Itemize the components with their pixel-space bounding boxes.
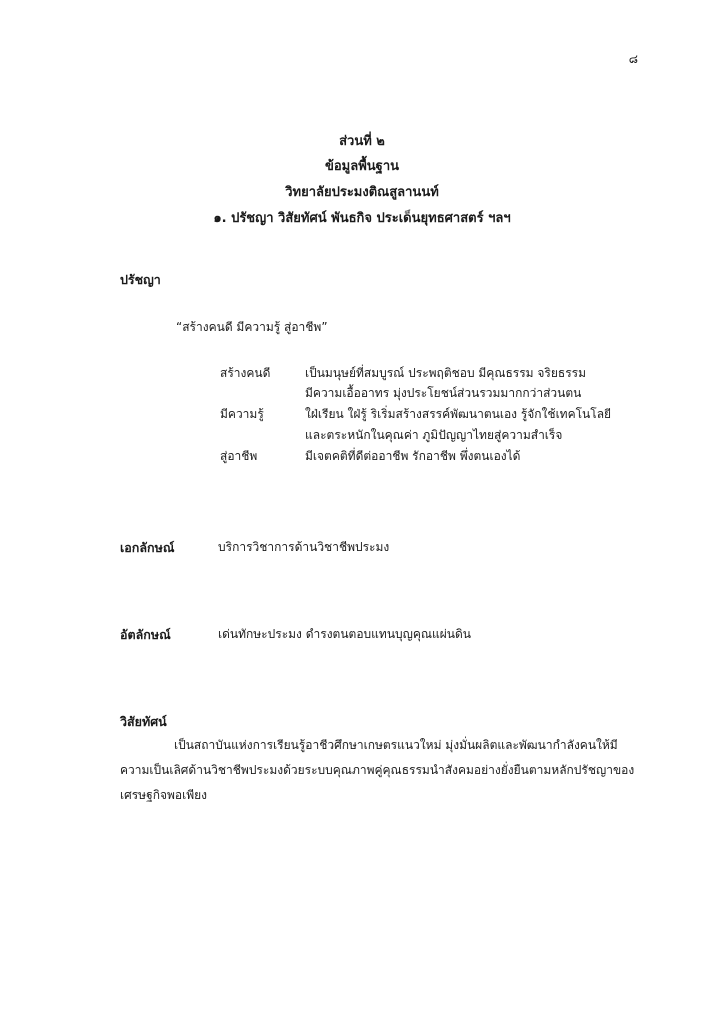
basic-info-heading: ข้อมูลพื้นฐาน: [324, 159, 400, 174]
vision-paragraph: [120, 733, 640, 808]
philosophy-desc-line: และตระหนักในคุณค่า ภูมิปัญญาไทยสู่ความสำเร็จ: [305, 428, 563, 442]
philosophy-term-knowledge: มีความรู้: [220, 407, 264, 421]
philosophy-term-career: สู่อาชีพ: [220, 449, 258, 463]
college-heading: วิทยาลัยประมงติณสูลานนท์: [285, 185, 439, 200]
part-heading: ส่วนที่ ๒: [339, 134, 385, 149]
philosophy-desc-line: ใฝ่เรียน ใฝ่รู้ ริเริ่มสร้างสรรค์พัฒนาตนเอง รู้จักใช้เทคโนโลยี: [305, 407, 612, 421]
uniqueness-label: อัตลักษณ์: [120, 627, 171, 642]
philosophy-label: ปรัชญา: [120, 272, 161, 287]
identity-label: เอกลักษณ์: [120, 540, 175, 555]
philosophy-desc-line: มีเจตคติที่ดีต่ออาชีพ รักอาชีพ พึ่งตนเองได้: [305, 449, 521, 463]
philosophy-desc-line: เป็นมนุษย์ที่สมบูรณ์ ประพฤติชอบ มีคุณธรรม จริยธรรม: [305, 366, 587, 380]
philosophy-motto: “สร้างคนดี มีความรู้ สู่อาชีพ”: [176, 320, 328, 334]
identity-value: บริการวิชาการด้านวิชาชีพประมง: [218, 540, 390, 554]
vision-text: เป็นสถาบันแห่งการเรียนรู้อาชีวศึกษาเกษตรแนวใหม่ มุ่งมั่นผลิตและพัฒนากำลังคนให้มีความเป็นเลิศด้านวิชาชีพประมงด้วยระบบคุณภาพคู่คุณธรรมนำสังคมอย่างยั่งยืนตามหลักปรัชญาของเศรษฐกิจพอเพียง: [120, 738, 635, 802]
philosophy-desc-line: มีความเอื้ออาทร มุ่งประโยชน์ส่วนรวมมากกว่าส่วนตน: [305, 386, 582, 400]
vision-label: วิสัยทัศน์: [120, 714, 167, 729]
page-number: ๘: [628, 52, 638, 66]
philosophy-term-good-person: สร้างคนดี: [220, 366, 271, 380]
topic-heading: ๑. ปรัชญา วิสัยทัศน์ พันธกิจ ประเด็นยุทธศาสตร์ ฯลฯ: [213, 211, 511, 226]
uniqueness-value: เด่นทักษะประมง ดำรงตนตอบแทนบุญคุณแผ่นดิน: [218, 627, 471, 641]
